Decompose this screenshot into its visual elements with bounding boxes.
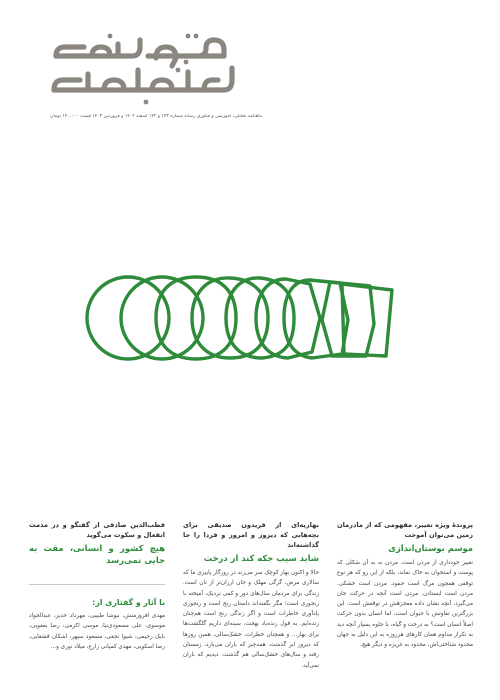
- article-headline: موسم بوستان‌اندازی: [388, 543, 473, 553]
- article-body: حالا و اکنون بهار کوچک سر می‌زند در روزگار پاییزی ما که سالاری مرض، گرگی مهلک و جان ارزان‌تر از نان است. زندگی برای مردمان سال‌های دور و کمی نزدیک، آمیخته با رنجوری است؛ مگر نگفته‌اند داستان رنج است و رنجوری یادآوری خاطرات است و اگر زندگی رنج است هم‌چنان زنده‌ایم. به قول زنده‌یاد بهجت، سینه‌ای داریم گلگشت‌ها برای بهار... و همچنان خطرات، خشک‌سالی، همین روزها که دیروز ابر گذشت، همه‌چیز که باران می‌بارد، زمستان رفته و سال‌های خشک‌سالی هم گذشت. دیدیم که باران نمی‌آید.: [183, 570, 319, 669]
- column-divider: [29, 584, 165, 585]
- article-headline: هیچ کشور و انسانی، مقت به جایی نمی‌رسد: [29, 543, 165, 565]
- article-lead: قطب‌الدین صادقی از گفتگو و در مذمت انفعال و سکوت می‌گوید: [29, 521, 165, 539]
- article-column-middle: [183, 520, 319, 671]
- contributors-list: مهدی افروزمنش، نیوشا طبیبی، مهرداد خدیر، عبدالجواد موسوی، علی مسعودی‌نیا، موسی اکرمی، رضا یعقوبی، بابک رحیمی، شیوا نجفی، مسعود سپهر، اشکان قشقایی، رضا اسکویی، مهدی کمپانی زارع، میلاد نوری و...: [29, 613, 165, 650]
- issue-info: ماهنامه تحلیلی، آموزشی و فناوری رسانه شماره ۱۴۳ و ۱۴۲ اسفند ۱۴۰۲ و فروردین ۱۴۰۳ قیمت ۱۴۰،۰۰۰ تومان: [50, 114, 262, 119]
- contributors-heading: با آثار و گفتاری از:: [92, 598, 165, 607]
- article-column-right: [337, 520, 473, 651]
- article-body: تغییر خودداری از مردن است. مردن نه به آن شکلی که پوست و استخوان به خاک نماند، بلکه از این رو که هر نوع توقفی همچون مرگ است جمود. مردن است خشکی. مردن است ایستادن. مردن است آنچه در حرکت جان می‌گیرد. آنچه نشان داده معجزهٔش در توقفش است. این بزرگترین تفاوتش با حیوان است، اما انسان بدون حرکت اصلاً انسان است؟ به درخت و گیاه، با جلوه بسیار آنچه دید به تکرار مداوم همان کارهای هرروزه به این دلیل به جهان محدود شناختی‌اش، محدود به غریزه و دیگر هیچ.: [337, 560, 473, 649]
- article-column-left: [29, 520, 165, 652]
- cover-artwork: [80, 268, 400, 368]
- magazine-logo: [48, 28, 238, 112]
- article-headline: شاید سیب جکه کند از درخت: [203, 553, 319, 563]
- logo-wordmark: [54, 34, 232, 105]
- article-lead: پروندهٔ ویژه تغییر، مفهومی که از مادرمان زمین می‌توان آموخت: [337, 521, 473, 539]
- article-lead: بهاریه‌ای از فریدون صدیقی برای بچه‌هایی که دیروز و امروز و فردا را جا گذاشته‌اند: [183, 521, 319, 549]
